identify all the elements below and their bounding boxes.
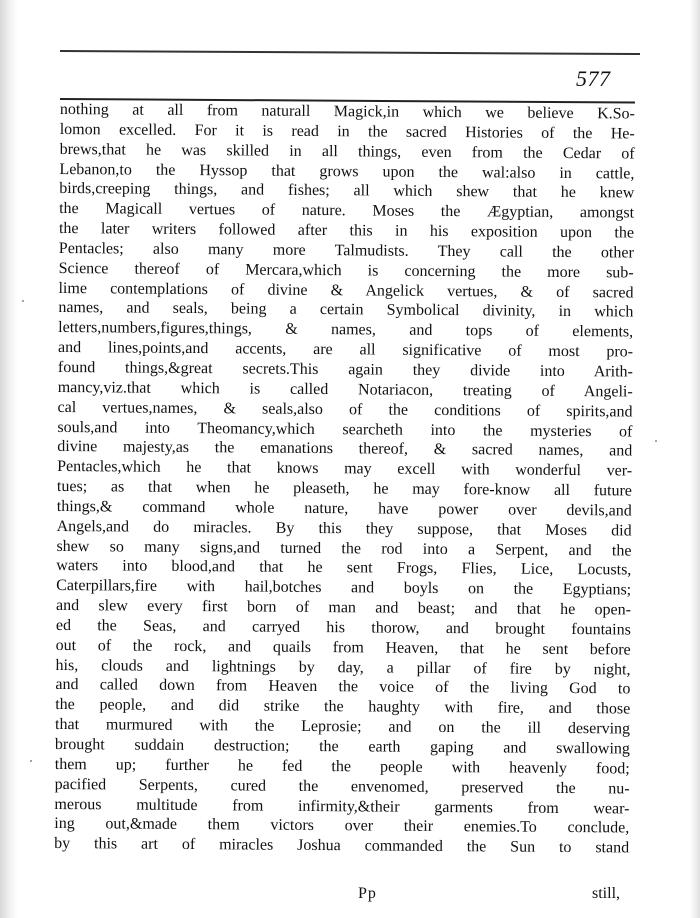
text-line: the people, and did strike the haughty with fire, and those: [55, 696, 631, 718]
page-number: 577: [576, 66, 611, 91]
text-line: Pentacles; also many more Talmudists. They call the other: [58, 239, 634, 262]
text-line: his, clouds and lightnings by day, a pillar of fire by night,: [55, 656, 631, 679]
text-line: things,& command whole nature, have power over devils,and: [56, 497, 632, 520]
text-line: Science thereof of Mercara,which is concerning the more sub-: [58, 259, 634, 282]
text-line: letters,numbers,figures,things, & names, and tops of elements,: [58, 319, 634, 341]
text-line: ed the Seas, and carryed his thorow, and brought fountains: [55, 616, 631, 639]
text-line: that murmured with the Leprosie; and on the ill deserving: [55, 716, 631, 738]
text-line: nothing at all from naturall Magick,in which we believe K.So-: [59, 100, 635, 123]
paper-speck: [655, 440, 657, 442]
signature-mark: Pp: [358, 885, 377, 902]
text-line: and lines,points,and accents, are all significative of most pro-: [57, 339, 634, 361]
text-line: Lebanon,to the Hyssop that grows upon the wal:also in cattle,: [59, 160, 635, 183]
text-line: birds,creeping things, and fishes; all which shew that he knew: [59, 180, 635, 202]
top-border-rule: [60, 50, 640, 55]
text-line: Pentacles,which he that knows may excell with wonderful ver-: [57, 458, 633, 480]
text-line: cal vertues,names, & seals,also of the conditions of spirits,and: [57, 398, 633, 421]
page-gutter-shadow: [0, 0, 18, 918]
text-line: brews,that he was skilled in all things, even from the Cedar of: [59, 140, 635, 163]
text-line: pacified Serpents, cured the envenomed, preserved the nu-: [54, 775, 630, 798]
text-line: and called down from Heaven the voice of the living God to: [55, 676, 631, 698]
text-line: found things,&great secrets.This again they divide into Arith-: [57, 358, 633, 381]
paper-speck: [22, 300, 24, 302]
text-line: them up; further he fed the people with heavenly food;: [54, 755, 630, 778]
text-line: by this art of miracles Joshua commanded the Sun to stand: [54, 835, 630, 857]
text-line: the later writers followed after this in his exposition upon the: [58, 220, 635, 242]
text-line: mancy,viz.that which is called Notariacon, treating of Angeli-: [57, 378, 633, 401]
text-line: divine majesty,as the emanations thereof, & sacred names, and: [57, 438, 633, 460]
paper-speck: [30, 760, 32, 762]
body-text: [54, 100, 635, 859]
text-line: Caterpillars,fire with hail,botches and boyls on the Egyptians;: [56, 577, 632, 599]
text-line: the Magicall vertues of nature. Moses the Ægyptian, amongst: [59, 200, 635, 222]
text-line: names, and seals, being a certain Symbolical divinity, in which: [58, 299, 634, 321]
page-edge-shadow: [690, 0, 700, 918]
text-line: tues; as that when he pleaseth, he may fore-know all future: [56, 478, 633, 500]
text-line: brought suddain destruction; the earth gaping and swallowing: [54, 735, 630, 758]
text-line: souls,and into Theomancy,which searcheth into the mysteries of: [57, 418, 633, 441]
catchword: still,: [592, 885, 621, 902]
text-line: lime contemplations of divine & Angelick vertues, & of sacred: [58, 279, 634, 302]
text-line: waters into blood,and that he sent Frogs, Flies, Lice, Locusts,: [56, 557, 632, 579]
text-line: Angels,and do miracles. By this they suppose, that Moses did: [56, 517, 632, 540]
text-line: ing out,&made them victors over their enemies.To conclude,: [54, 815, 630, 837]
text-line: merous multitude from infirmity,&their garments from wear-: [54, 795, 630, 818]
text-line: lomon excelled. For it is read in the sacred Histories of the He-: [59, 120, 635, 143]
text-line: and slew every first born of man and beast; and that he open-: [55, 597, 632, 619]
text-line: out of the rock, and quails from Heaven, that he sent before: [55, 636, 631, 659]
text-line: shew so many signs,and turned the rod into a Serpent, and the: [56, 537, 632, 560]
